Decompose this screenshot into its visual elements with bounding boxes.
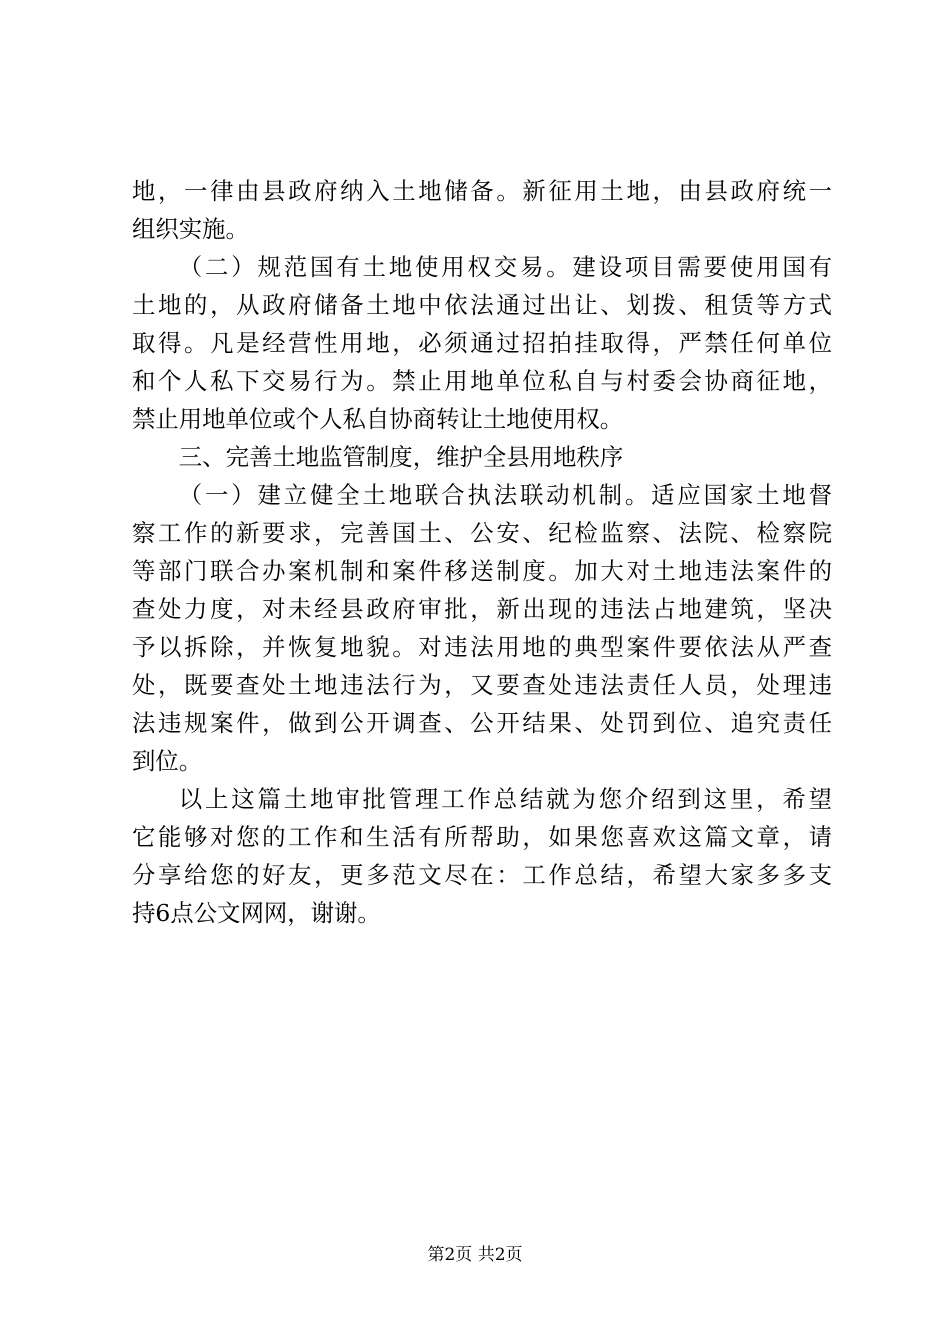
document-body <box>132 172 832 932</box>
text-line: 法违规案件，做到公开调查、公开结果、处罚到位、追究责任 <box>132 709 832 737</box>
text-line: 查处力度，对未经县政府审批，新出现的违法占地建筑，坚决 <box>132 595 832 623</box>
text-line: 禁止用地单位或个人私自协商转让土地使用权。 <box>132 405 624 433</box>
paragraph-heading-line: （二）规范国有土地使用权交易。建设项目需要使用国有 <box>178 253 832 281</box>
section-heading: 三、完善土地监管制度，维护全县用地秩序 <box>178 443 624 471</box>
paragraph-first-line: 以上这篇土地审批管理工作总结就为您介绍到这里，希望 <box>178 785 832 813</box>
text-line: 地，一律由县政府纳入土地储备。新征用土地，由县政府统一 <box>132 177 832 205</box>
paragraph-heading-line: （一）建立健全土地联合执法联动机制。适应国家土地督 <box>178 481 832 509</box>
text-line: 持6点公文网网，谢谢。 <box>132 899 381 927</box>
text-line: 取得。凡是经营性用地，必须通过招拍挂取得，严禁任何单位 <box>132 329 832 357</box>
text-line: 等部门联合办案机制和案件移送制度。加大对土地违法案件的 <box>132 557 832 585</box>
text-line: 予以拆除，并恢复地貌。对违法用地的典型案件要依法从严查 <box>132 633 832 661</box>
text-line: 到位。 <box>132 747 203 775</box>
text-line: 组织实施。 <box>132 215 249 243</box>
text-line: 它能够对您的工作和生活有所帮助，如果您喜欢这篇文章，请 <box>132 823 832 851</box>
text-line: 分享给您的好友，更多范文尽在：工作总结，希望大家多多支 <box>132 861 832 889</box>
text-line: 处，既要查处土地违法行为，又要查处违法责任人员，处理违 <box>132 671 832 699</box>
page-number-footer: 第2页 共2页 <box>427 1245 523 1265</box>
text-line: 土地的，从政府储备土地中依法通过出让、划拨、租赁等方式 <box>132 291 832 319</box>
text-line: 和个人私下交易行为。禁止用地单位私自与村委会协商征地， <box>132 367 832 395</box>
text-line: 察工作的新要求，完善国土、公安、纪检监察、法院、检察院 <box>132 519 832 547</box>
